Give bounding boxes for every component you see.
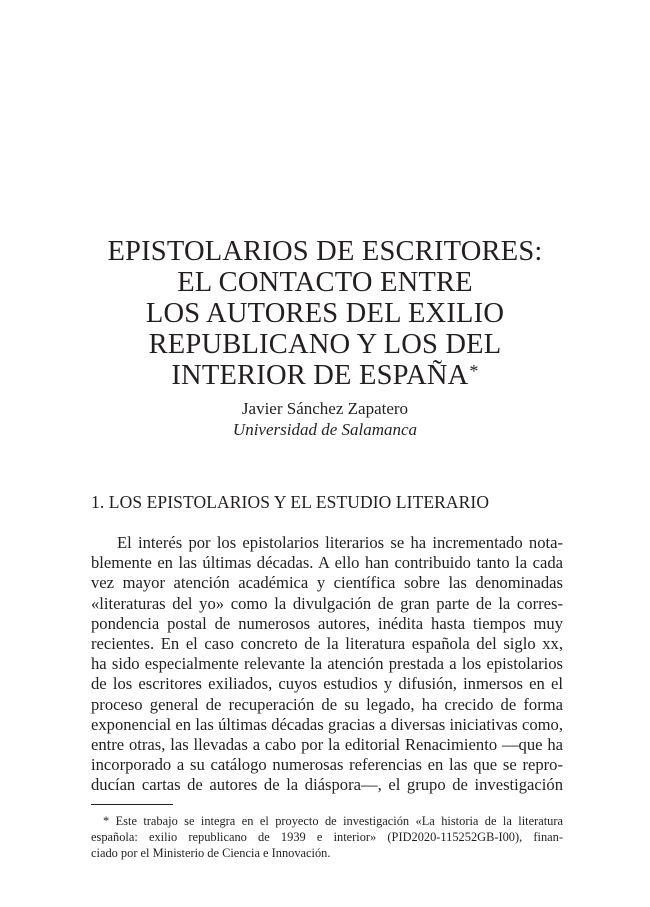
body-line: entre otras, las llevadas a cabo por la editorial Renacimiento —que ha — [91, 735, 563, 755]
title-line-last — [80, 360, 570, 391]
body-line: exponencial en las últimas décadas gracias a diversas iniciativas como, — [91, 714, 563, 734]
body-line: de los escritores exiliados, cuyos estudios y difusión, inmersos en el — [91, 674, 563, 694]
footnote-line: española: exilio republicano de 1939 e interior» (PID2020-115252GB-I00), finan- — [91, 830, 563, 844]
body-line: «literaturas del yo» como la divulgación de gran parte de la corres- — [91, 593, 563, 613]
body-line: ha sido especialmente relevante la atención prestada a los epistolarios — [91, 654, 563, 674]
author-affiliation: Universidad de Salamanca — [232, 420, 418, 439]
body-line: ducían cartas de autores de la diáspora—, el grupo de investigación — [91, 775, 563, 795]
title-line: EPISTOLARIOS DE ESCRITORES: — [107, 236, 543, 267]
body-line: El interés por los epistolarios literarios se ha incrementado nota- — [117, 533, 563, 552]
body-line: recientes. En el caso concreto de la literatura española del siglo xx, — [91, 634, 563, 654]
footnote-line: ciado por el Ministerio de Ciencia e Innovación. — [91, 846, 331, 860]
author-name: Javier Sánchez Zapatero — [241, 399, 409, 418]
body-line: vez mayor atención académica y científica sobre las denominadas — [91, 573, 563, 593]
article-title — [80, 236, 570, 391]
title-line-text: INTERIOR DE ESPAÑA — [171, 360, 469, 391]
author-block — [80, 398, 570, 440]
body-line: incorporado a su catálogo numerosas referencias en las que se repro- — [91, 755, 563, 775]
title-line: REPUBLICANO Y LOS DEL — [148, 329, 502, 360]
footnote-marker[interactable]: * — [469, 361, 479, 381]
title-line: LOS AUTORES DEL EXILIO — [145, 298, 505, 329]
footnote-line: * Este trabajo se integra en el proyecto de investigación «La historia de la literatura — [103, 814, 563, 828]
title-line: EL CONTACTO ENTRE — [177, 267, 473, 298]
body-line: pondencia postal de numerosos autores, inédita hasta tiempos muy — [91, 613, 563, 633]
body-paragraph — [91, 533, 563, 796]
body-line: proceso general de recuperación de su legado, ha crecido de forma — [91, 694, 563, 714]
footnote — [91, 813, 563, 861]
section-heading: 1. LOS EPISTOLARIOS Y EL ESTUDIO LITERARIO — [91, 492, 490, 512]
footnote-divider — [91, 804, 173, 805]
body-line: blemente en las últimas décadas. A ello han contribuido tanto la cada — [91, 553, 563, 573]
